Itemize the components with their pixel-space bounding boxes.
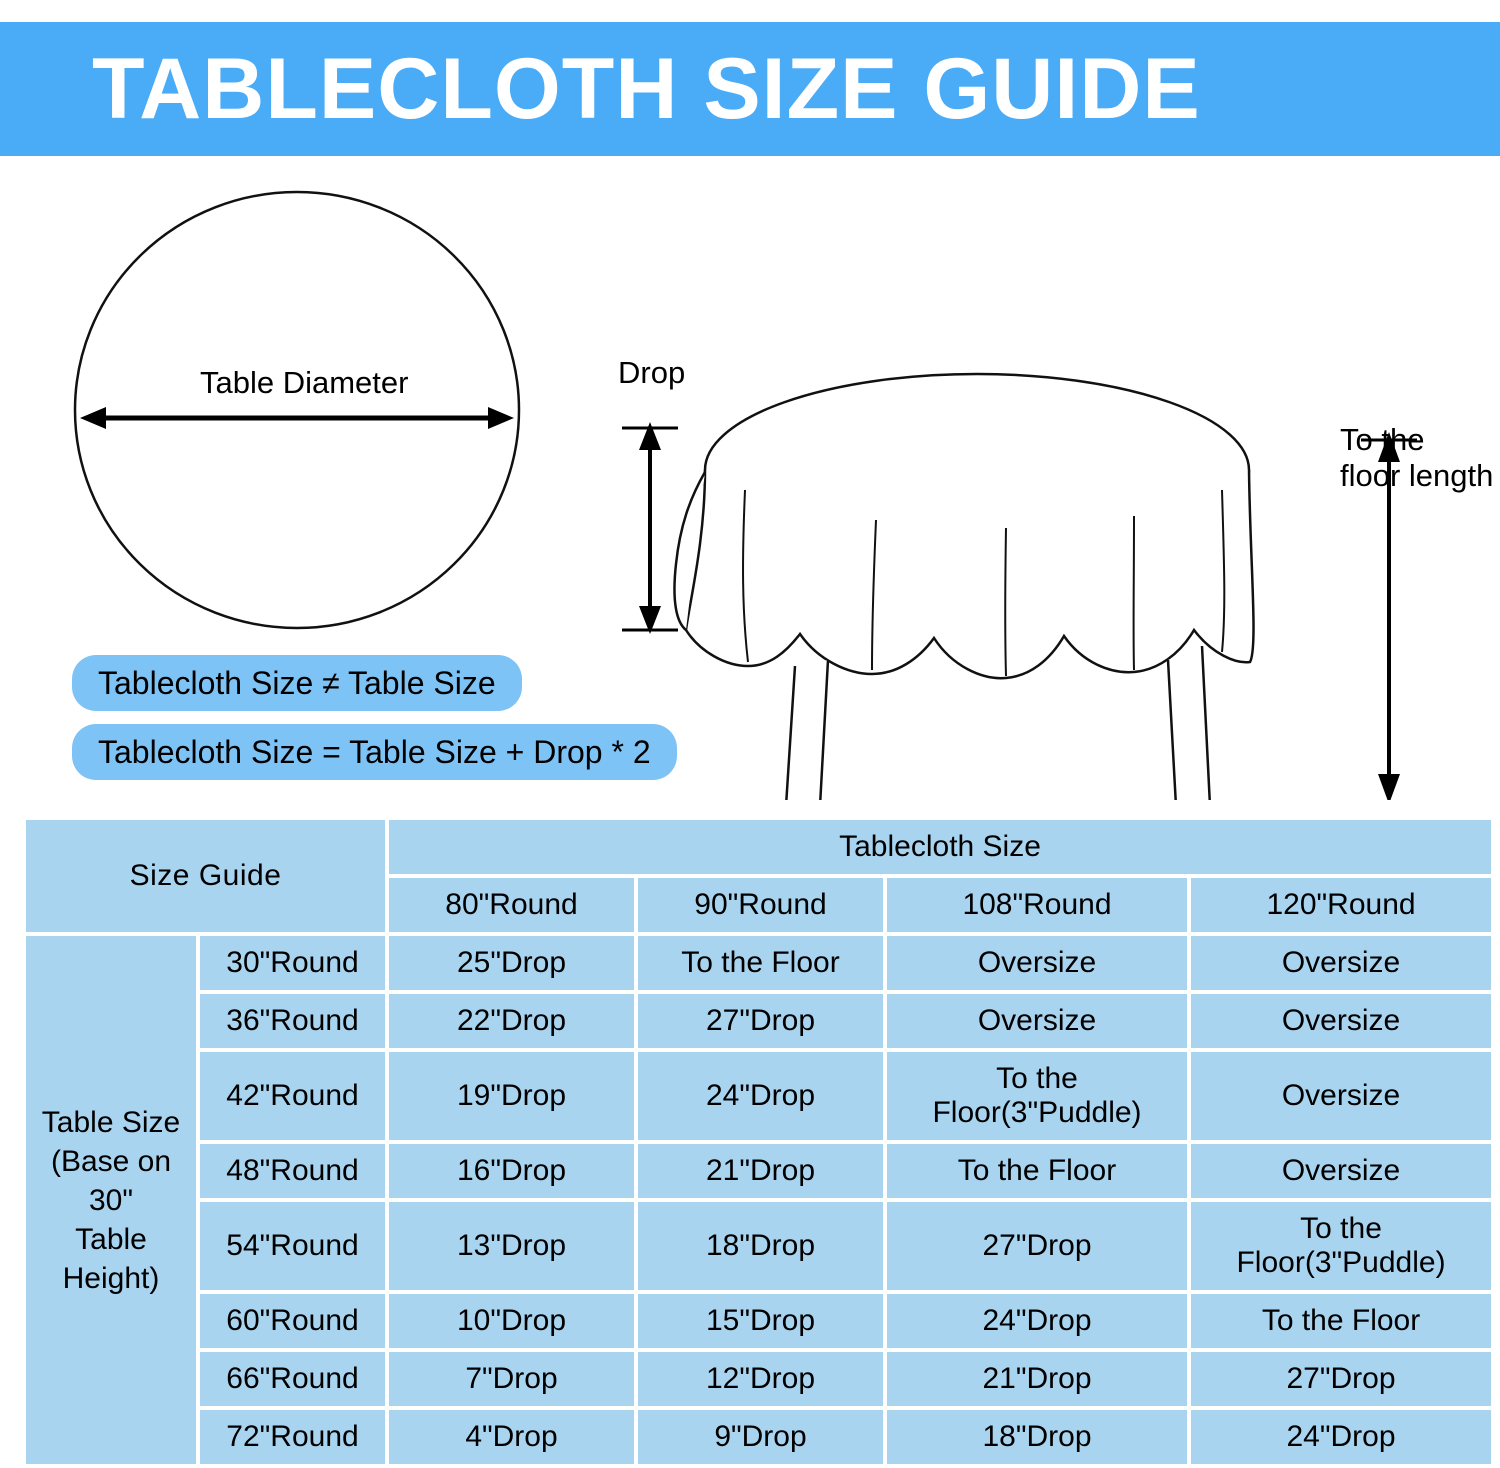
cell-value: To the Floor(3"Puddle)	[887, 1052, 1187, 1140]
column-header-90-round: 90"Round	[638, 878, 883, 932]
cell-value: 7"Drop	[389, 1352, 634, 1406]
cell-value: 21"Drop	[887, 1352, 1187, 1406]
cell-value: Oversize	[887, 936, 1187, 990]
size-guide-title: Size Guide	[26, 820, 385, 932]
draped-cloth-body	[686, 470, 1254, 678]
cell-value: 18"Drop	[887, 1410, 1187, 1464]
row-label: 30"Round	[200, 936, 385, 990]
size-guide-table-wrapper	[22, 816, 1478, 1468]
table-row	[26, 1052, 1491, 1140]
tablecloth-size-group-header: Tablecloth Size	[389, 820, 1491, 874]
column-header-120-round: 120"Round	[1191, 878, 1491, 932]
row-label: 66"Round	[200, 1352, 385, 1406]
drop-label: Drop	[618, 355, 685, 391]
cell-value: 27"Drop	[887, 1202, 1187, 1290]
cell-value: 4"Drop	[389, 1410, 634, 1464]
cell-value: To the Floor	[887, 1144, 1187, 1198]
table-row	[26, 1202, 1491, 1290]
row-label: 60"Round	[200, 1294, 385, 1348]
row-label: 54"Round	[200, 1202, 385, 1290]
cell-value: 10"Drop	[389, 1294, 634, 1348]
page-header-banner	[0, 22, 1500, 156]
table-row	[26, 1144, 1491, 1198]
cell-value: To the Floor	[1191, 1294, 1491, 1348]
to-the-floor-label-line1: To the	[1340, 422, 1493, 458]
table-row	[26, 1294, 1491, 1348]
page-title: TABLECLOTH SIZE GUIDE	[92, 46, 1201, 132]
row-label: 36"Round	[200, 994, 385, 1048]
drop-arrow-head-top	[639, 422, 661, 450]
table-size-side-label	[26, 936, 196, 1464]
cloth-fold-3	[1005, 528, 1006, 676]
cell-value: 27"Drop	[1191, 1352, 1491, 1406]
cell-value: To the Floor	[638, 936, 883, 990]
table-row	[26, 1410, 1491, 1464]
column-header-80-round: 80"Round	[389, 878, 634, 932]
cell-value: 24"Drop	[887, 1294, 1187, 1348]
to-the-floor-label	[1340, 422, 1493, 493]
cell-value: Oversize	[1191, 994, 1491, 1048]
side-label-line1: Table Size	[30, 1103, 192, 1142]
table-row	[26, 1352, 1491, 1406]
column-header-108-round: 108"Round	[887, 878, 1187, 932]
cell-value: 16"Drop	[389, 1144, 634, 1198]
side-label-line2: (Base on 30"	[30, 1142, 192, 1220]
cell-value: 21"Drop	[638, 1144, 883, 1198]
row-label: 48"Round	[200, 1144, 385, 1198]
cell-value: 18"Drop	[638, 1202, 883, 1290]
size-guide-table	[22, 816, 1495, 1468]
table-row	[26, 936, 1491, 990]
table-diameter-label: Table Diameter	[200, 365, 408, 401]
side-label-line3: Table Height)	[30, 1220, 192, 1298]
row-label: 72"Round	[200, 1410, 385, 1464]
cell-value: 27"Drop	[638, 994, 883, 1048]
table-leg-right	[1168, 646, 1210, 800]
cell-value: 13"Drop	[389, 1202, 634, 1290]
cell-value: 19"Drop	[389, 1052, 634, 1140]
floor-arrow-head-bottom	[1378, 774, 1400, 800]
table-header-row-group	[26, 820, 1491, 874]
cell-value: 22"Drop	[389, 994, 634, 1048]
cell-value: 24"Drop	[1191, 1410, 1491, 1464]
cell-value: 12"Drop	[638, 1352, 883, 1406]
note-pill-formula: Tablecloth Size = Table Size + Drop * 2	[72, 724, 677, 780]
note-pill-inequality: Tablecloth Size ≠ Table Size	[72, 655, 522, 711]
row-label: 42"Round	[200, 1052, 385, 1140]
cell-value: 9"Drop	[638, 1410, 883, 1464]
table-leg-left	[786, 660, 828, 800]
to-the-floor-label-line2: floor length	[1340, 458, 1493, 494]
cell-value: Oversize	[887, 994, 1187, 1048]
cell-value: Oversize	[1191, 1144, 1491, 1198]
cell-value: To the Floor(3"Puddle)	[1191, 1202, 1491, 1290]
cell-value: Oversize	[1191, 1052, 1491, 1140]
table-row	[26, 994, 1491, 1048]
table-top-ellipse	[75, 192, 519, 628]
cell-value: 15"Drop	[638, 1294, 883, 1348]
cell-value: Oversize	[1191, 936, 1491, 990]
cell-value: 25"Drop	[389, 936, 634, 990]
cell-value: 24"Drop	[638, 1052, 883, 1140]
